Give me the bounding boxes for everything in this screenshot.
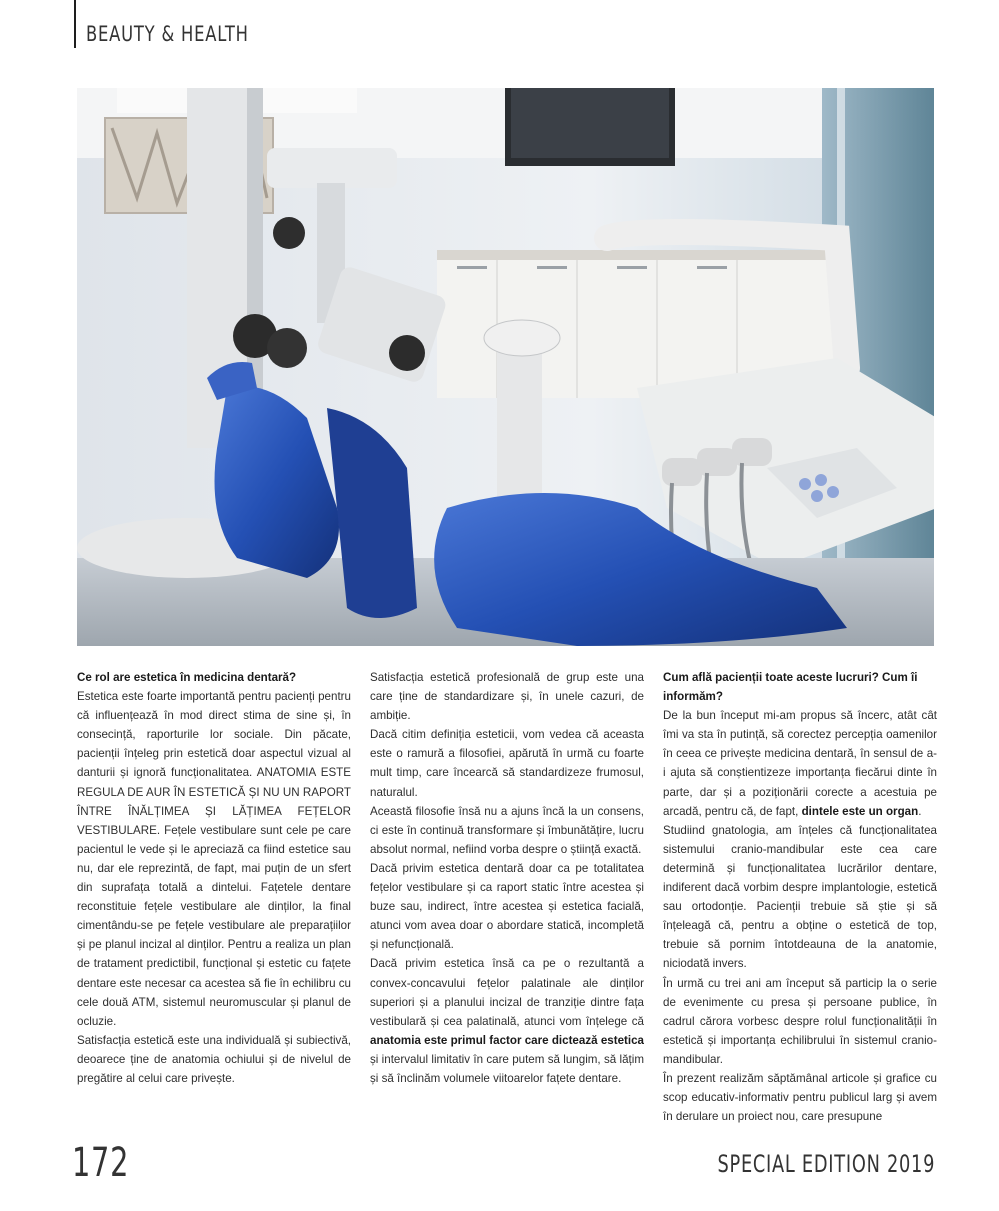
column-1 — [77, 668, 351, 1088]
header-rule — [74, 0, 76, 48]
dental-chair-photo — [77, 88, 934, 646]
emphasis-text: anatomia este primul factor care dictează estetica — [370, 1033, 644, 1047]
paragraph: Satisfacția estetică este una individuală și subiectivă, deoarece ține de anatomia ochiului și de nivelul de pregătire al celui care privește. — [77, 1033, 351, 1085]
heading-cum-afla-pacientii: Cum află pacienții toate aceste lucruri? Cum îi informăm? — [663, 671, 918, 704]
edition-label: SPECIAL EDITION 2019 — [717, 1150, 935, 1178]
paragraph: Această filosofie însă nu a ajuns încă la un consens, ci este în continuă transformare și îmbunătățire, lucru absolut normal, nefiind vorba despre o știință exactă. — [370, 804, 644, 856]
paragraph: Satisfacția estetică profesională de grup este una care ține de standardizare și, în unele cazuri, de ambiție. — [370, 671, 644, 723]
paragraph: În prezent realizăm săptămânal articole și grafice cu scop educativ-informativ pentru publicul larg și avem în derulare un proiect nou, care presupune — [663, 1071, 937, 1124]
column-3 — [663, 668, 937, 1126]
text-run: . — [918, 804, 922, 818]
section-title: BEAUTY & HEALTH — [86, 22, 249, 46]
heading-rol-estetica: Ce rol are estetica în medicina dentară? — [77, 671, 297, 684]
text-run: Dacă privim estetica însă ca pe o rezultantă a convex-concavului fețelor palatinale ale dinților superiori și a planului incizal de tranziție dintre fața vestibulară și cea palatinală, atunci vom înțelege că — [370, 957, 644, 1028]
column-2 — [370, 668, 644, 1088]
paragraph — [370, 954, 644, 1088]
emphasis-text: dintele este un organ — [801, 804, 919, 818]
text-run: și intervalul limitativ în care putem să lungim, să lățim și să înclinăm volumele viitoarelor fațete dentare. — [370, 1052, 644, 1085]
paragraph: Dacă citim definiția esteticii, vom vedea că aceasta este o ramură a filosofiei, apărută în urmă cu foarte mult timp, care încearcă să standardizeze frumosul, naturalul. — [370, 728, 644, 799]
paragraph: Estetica este foarte importantă pentru pacienți pentru că influențează în mod direct stima de sine și, în consecință, raporturile lor sociale. Din păcate, pacienții înțeleg prin estetică doar aspectul vizual al danturii și ignoră funcționalitatea. ANATOMIA ESTE REGULA DE AUR ÎN ESTETICĂ ȘI NU UN RAPORT ÎNTRE ÎNĂLȚIMEA ȘI LĂȚIMEA FEȚELOR VESTIBULARE. Fețele vestibulare sunt cele pe care pacientul le vede și le apreciază ca fiind estetice sau nu, dar ele reprezintă, de fapt, mai puțin de un sfert din suprafața totală a dintelui. Fațetele dentare reconstituie fețele vestibulare ale dinților, la final cimentându-se pe fețele vestibulare ale preparațiilor și pe planul incizal al dinților. Pentru a realiza un plan de tratament predictibil, funcțional și estetic cu fațete dentare este necesar ca acestea să fie în echilibru cu cele două ATM, sistemul neuromuscular și planul de ocluzie. — [77, 690, 351, 1028]
paragraph — [663, 706, 937, 821]
page-number: 172 — [72, 1140, 130, 1186]
paragraph: Studiind gnatologia, am înțeles că funcționalitatea sistemului cranio-mandibular este cea care determină și funcționalitatea lucrărilor dentare, indiferent dacă vorbim despre implantologie, estetică sau ortodonție. Pacienții trebuie să știe și să înțeleagă că, pentru a obține o estetică de top, trebuie să pornim întotdeauna de la anatomie, niciodată invers. — [663, 823, 937, 971]
paragraph: În urmă cu trei ani am început să particip la o serie de evenimente cu presa și persoane publice, în cadrul cărora vorbesc despre rolul funcționalității în estetică și importanța echilibrului în sistemul cranio-mandibular. — [663, 976, 937, 1066]
paragraph: Dacă privim estetica dentară doar ca pe totalitatea fețelor vestibulare și ca raport static între acestea și buze sau, indirect, între acestea și estetica facială, atunci vom avea doar o abordare statică, incompletă și nefuncțională. — [370, 861, 644, 952]
text-run: De la bun început mi-am propus să încerc, atât cât îmi va sta în putință, să corectez percepția oamenilor în ceea ce privește medicina dentară, în sensul de a-i ajuta să conștientizeze importanța fiecărui dinte în parte, dar și a poziționării corecte a acestuia pe arcadă, pentru că, de fapt, — [663, 709, 937, 818]
